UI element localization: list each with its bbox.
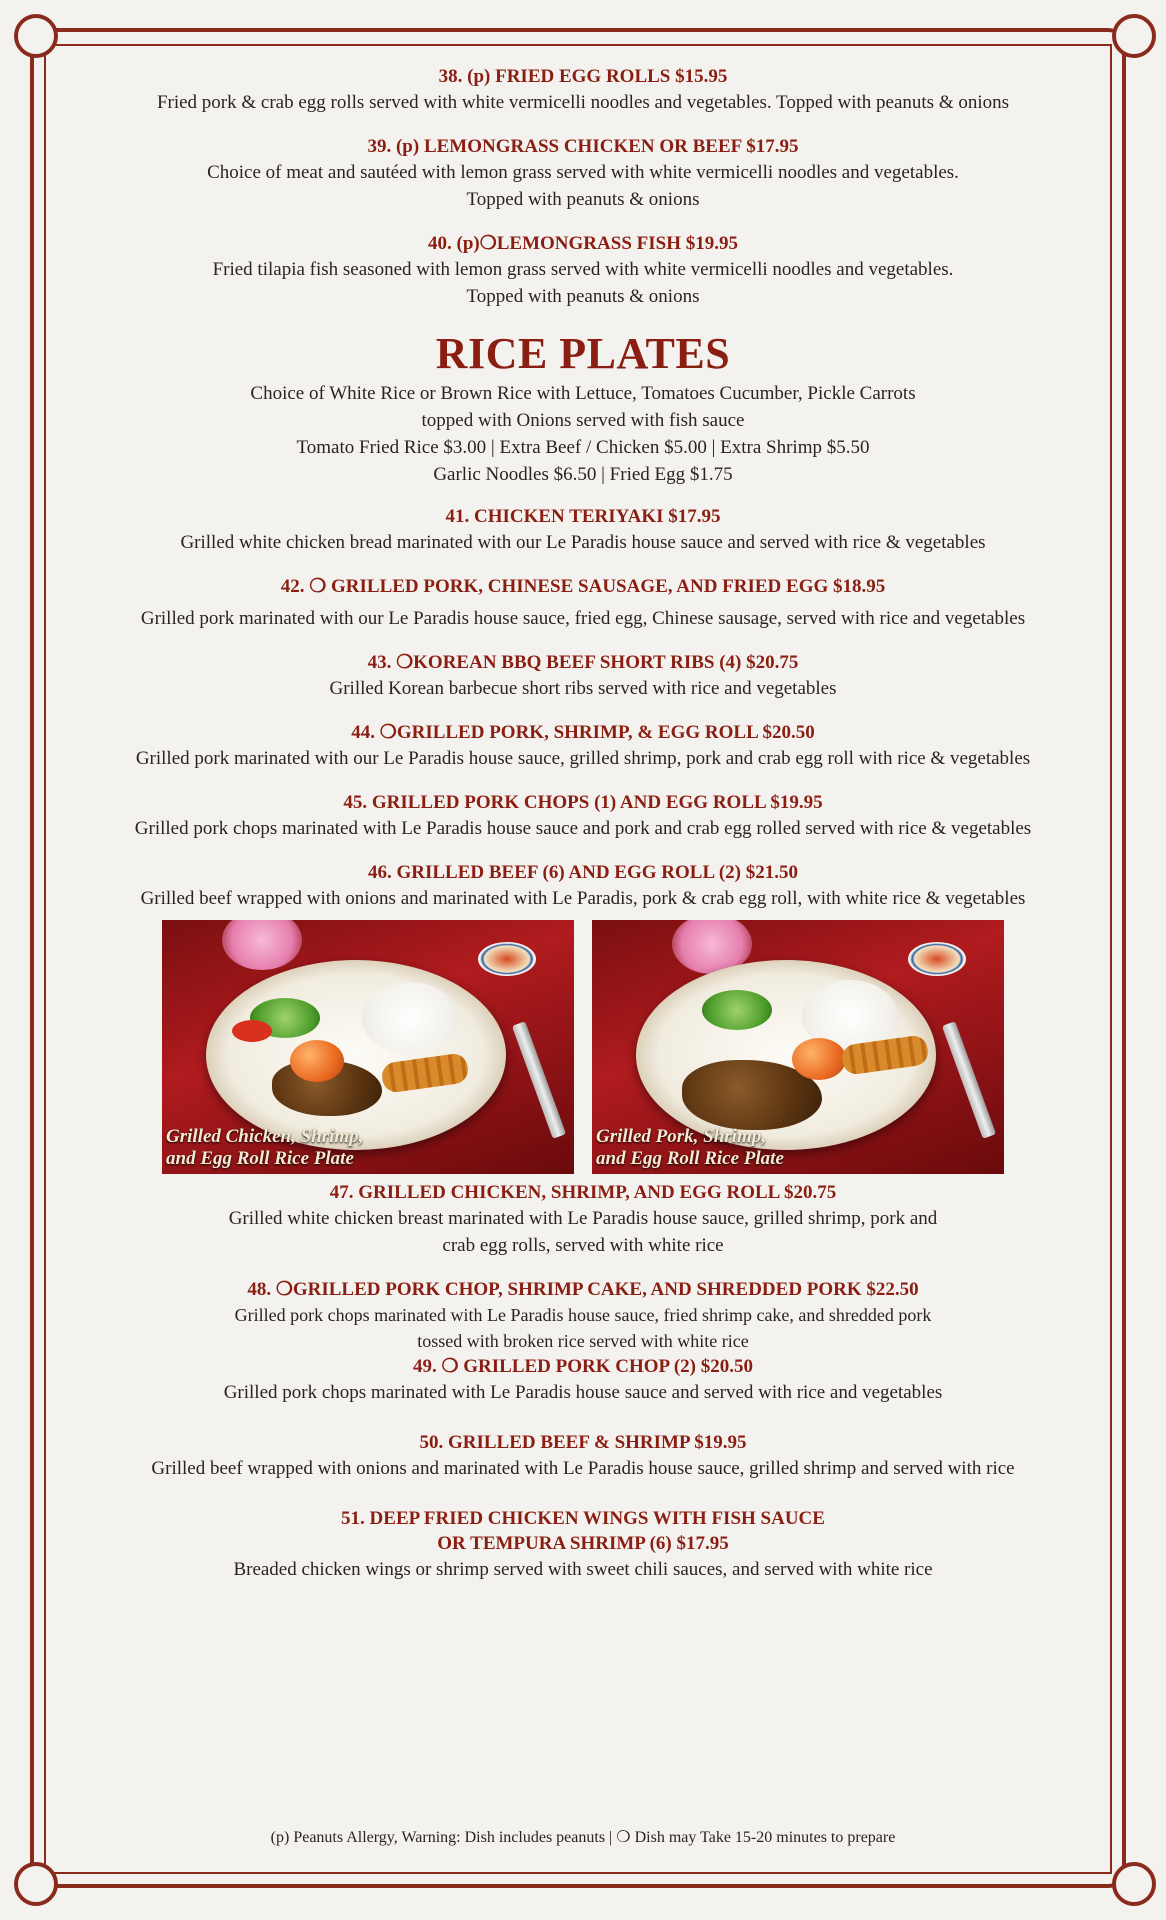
menu-item-description: tossed with broken rice served with white rice bbox=[417, 1331, 749, 1351]
menu-item bbox=[60, 134, 1106, 213]
frame-corner-ornament bbox=[14, 1862, 58, 1906]
fork-icon bbox=[512, 1021, 566, 1139]
photo-caption-line: and Egg Roll Rice Plate bbox=[596, 1148, 784, 1169]
menu-item bbox=[60, 790, 1106, 842]
frame-corner-ornament bbox=[14, 14, 58, 58]
menu-item-description: Topped with peanuts & onions bbox=[466, 189, 700, 210]
section-extras: Garlic Noodles $6.50 | Fried Egg $1.75 bbox=[433, 464, 733, 485]
section-title: RICE PLATES bbox=[435, 329, 731, 378]
menu-item-title: 50. GRILLED BEEF & SHRIMP $19.95 bbox=[419, 1432, 747, 1453]
menu-item-title: 47. GRILLED CHICKEN, SHRIMP, AND EGG ROLL $20.75 bbox=[329, 1182, 837, 1203]
menu-item bbox=[60, 504, 1106, 556]
tomato bbox=[232, 1020, 272, 1042]
menu-item-title: 44. ❍GRILLED PORK, SHRIMP, & EGG ROLL $20.50 bbox=[351, 722, 815, 743]
menu-item-description: Choice of meat and sautéed with lemon grass served with white vermicelli noodles and vegetables. bbox=[207, 162, 959, 183]
menu-item-title: 39. (p) LEMONGRASS CHICKEN OR BEEF $17.95 bbox=[367, 136, 799, 157]
menu-item bbox=[60, 574, 1106, 632]
menu-item-description: Fried tilapia fish seasoned with lemon grass served with white vermicelli noodles and vegetables. bbox=[212, 259, 954, 280]
menu-item bbox=[60, 720, 1106, 772]
section-note: topped with Onions served with fish sauce bbox=[421, 410, 745, 431]
sauce-bowl bbox=[908, 942, 966, 976]
menu-item-title: 41. CHICKEN TERIYAKI $17.95 bbox=[445, 506, 721, 527]
menu-item-title: 45. GRILLED PORK CHOPS (1) AND EGG ROLL $19.95 bbox=[343, 792, 823, 813]
food-photos bbox=[60, 920, 1106, 1174]
menu-item-title: 42. ❍ GRILLED PORK, CHINESE SAUSAGE, AND FRIED EGG $18.95 bbox=[280, 576, 886, 597]
menu-item bbox=[60, 860, 1106, 912]
menu-item-title: 51. DEEP FRIED CHICKEN WINGS WITH FISH SAUCE bbox=[341, 1508, 825, 1529]
menu-item-description: Grilled white chicken bread marinated with our Le Paradis house sauce and served with rice & vegetables bbox=[180, 532, 986, 553]
menu-item-title: 43. ❍KOREAN BBQ BEEF SHORT RIBS (4) $20.75 bbox=[367, 652, 799, 673]
menu-item-description: Grilled pork chops marinated with Le Paradis house sauce and served with rice and vegetables bbox=[223, 1382, 943, 1403]
menu-item-title: 48. ❍GRILLED PORK CHOP, SHRIMP CAKE, AND SHREDDED PORK $22.50 bbox=[247, 1279, 919, 1300]
menu-item bbox=[60, 1354, 1106, 1406]
shrimp bbox=[290, 1040, 344, 1082]
menu-item-title: 46. GRILLED BEEF (6) AND EGG ROLL (2) $21.50 bbox=[367, 862, 798, 883]
menu-item-description: Fried pork & crab egg rolls served with white vermicelli noodles and vegetables. Topped with peanuts & onions bbox=[156, 92, 1010, 113]
menu-item-description: Breaded chicken wings or shrimp served with sweet chili sauces, and served with white rice bbox=[233, 1559, 933, 1580]
menu-item-description: crab egg rolls, served with white rice bbox=[442, 1235, 724, 1256]
photo-caption bbox=[166, 1126, 363, 1170]
fork-icon bbox=[942, 1021, 996, 1139]
rice bbox=[362, 982, 458, 1054]
frame-corner-ornament bbox=[1112, 14, 1156, 58]
menu-item-title: 40. (p)❍LEMONGRASS FISH $19.95 bbox=[428, 233, 738, 254]
greens bbox=[702, 990, 772, 1030]
menu-item bbox=[60, 64, 1106, 116]
menu-item-title: OR TEMPURA SHRIMP (6) $17.95 bbox=[437, 1533, 729, 1554]
flower-decoration bbox=[222, 920, 302, 970]
menu-item bbox=[60, 1180, 1106, 1259]
allergy-footer-note: (p) Peanuts Allergy, Warning: Dish includes peanuts | ❍ Dish may Take 15-20 minutes to prepare bbox=[270, 1829, 896, 1846]
menu-item bbox=[60, 231, 1106, 310]
menu-item-description: Grilled pork chops marinated with Le Paradis house sauce and pork and crab egg rolled served with rice & vegetables bbox=[134, 818, 1032, 839]
food-photo bbox=[162, 920, 574, 1174]
menu-item-description: Grilled pork marinated with our Le Paradis house sauce, grilled shrimp, pork and crab egg roll with rice & vegetables bbox=[135, 748, 1031, 769]
food-photo bbox=[592, 920, 1004, 1174]
menu-content bbox=[60, 60, 1106, 1583]
menu-item-description: Grilled beef wrapped with onions and marinated with Le Paradis, pork & crab egg roll, with white rice & vegetables bbox=[140, 888, 1026, 909]
menu-item-title: 49. ❍ GRILLED PORK CHOP (2) $20.50 bbox=[412, 1356, 754, 1377]
menu-item-title: 38. (p) FRIED EGG ROLLS $15.95 bbox=[438, 66, 728, 87]
menu-item-description: Grilled Korean barbecue short ribs served with rice and vegetables bbox=[329, 678, 837, 699]
menu-item-description: Grilled white chicken breast marinated with Le Paradis house sauce, grilled shrimp, pork and bbox=[228, 1208, 938, 1229]
menu-item bbox=[60, 650, 1106, 702]
photo-caption-line: Grilled Pork, Shrimp, bbox=[596, 1126, 766, 1147]
frame-corner-ornament bbox=[1112, 1862, 1156, 1906]
photo-caption-line: and Egg Roll Rice Plate bbox=[166, 1148, 354, 1169]
menu-item-description: Topped with peanuts & onions bbox=[466, 286, 700, 307]
menu-item bbox=[60, 1430, 1106, 1482]
photo-caption-line: Grilled Chicken, Shrimp, bbox=[166, 1126, 364, 1147]
section-note: Choice of White Rice or Brown Rice with Lettuce, Tomatoes Cucumber, Pickle Carrots bbox=[250, 383, 916, 404]
photo-caption bbox=[596, 1126, 784, 1170]
section-extras: Tomato Fried Rice $3.00 | Extra Beef / Chicken $5.00 | Extra Shrimp $5.50 bbox=[296, 437, 870, 458]
menu-item bbox=[60, 1277, 1106, 1354]
menu-item bbox=[60, 1506, 1106, 1583]
sauce-bowl bbox=[478, 942, 536, 976]
menu-item-description: Grilled pork marinated with our Le Paradis house sauce, fried egg, Chinese sausage, served with rice and vegetables bbox=[140, 608, 1026, 629]
menu-item-description: Grilled pork chops marinated with Le Paradis house sauce, fried shrimp cake, and shredded pork bbox=[234, 1305, 932, 1325]
menu-item-description: Grilled beef wrapped with onions and marinated with Le Paradis house sauce, grilled shrimp and served with rice bbox=[151, 1458, 1015, 1479]
shrimp bbox=[792, 1038, 846, 1080]
